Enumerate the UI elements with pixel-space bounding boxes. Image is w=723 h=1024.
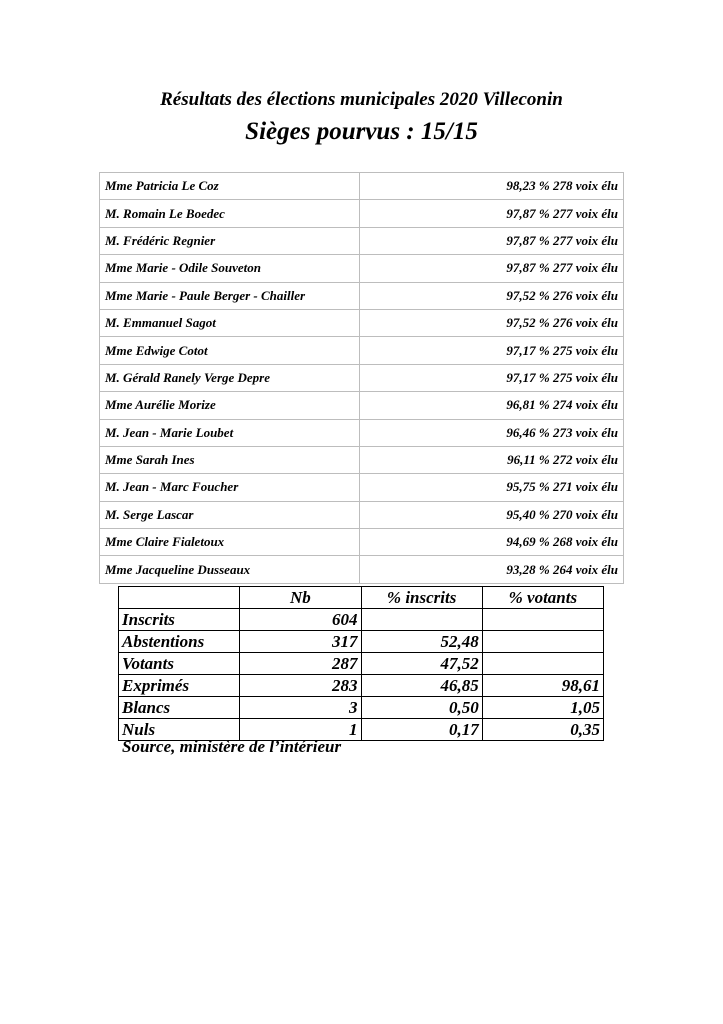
candidate-name: M. Frédéric Regnier <box>100 227 360 254</box>
candidate-name: Mme Claire Fialetoux <box>100 529 360 556</box>
table-row <box>100 364 624 391</box>
table-row <box>100 529 624 556</box>
stats-pct-inscrits: 52,48 <box>361 631 482 653</box>
table-row <box>119 675 604 697</box>
candidate-name: Mme Marie - Paule Berger - Chailler <box>100 282 360 309</box>
table-row <box>100 501 624 528</box>
table-row <box>100 337 624 364</box>
candidate-name: Mme Edwige Cotot <box>100 337 360 364</box>
candidates-table <box>99 172 624 584</box>
candidate-name: M. Gérald Ranely Verge Depre <box>100 364 360 391</box>
candidate-name: Mme Marie - Odile Souveton <box>100 255 360 282</box>
stats-nb: 604 <box>240 609 361 631</box>
table-row <box>119 609 604 631</box>
table-row <box>100 392 624 419</box>
table-row <box>100 419 624 446</box>
stats-header-cell: Nb <box>240 587 361 609</box>
stats-label: Votants <box>119 653 240 675</box>
stats-nb: 3 <box>240 697 361 719</box>
stats-table <box>118 586 604 741</box>
table-row <box>119 653 604 675</box>
candidate-result: 97,87 % 277 voix élu <box>360 227 624 254</box>
candidate-result: 97,87 % 277 voix élu <box>360 255 624 282</box>
stats-header-row <box>119 587 604 609</box>
stats-pct-votants <box>482 653 603 675</box>
candidate-name: M. Jean - Marie Loubet <box>100 419 360 446</box>
stats-pct-votants: 98,61 <box>482 675 603 697</box>
candidate-name: Mme Jacqueline Dusseaux <box>100 556 360 583</box>
stats-label: Nuls <box>119 719 240 741</box>
stats-pct-votants <box>482 631 603 653</box>
table-row <box>119 697 604 719</box>
candidate-name: Mme Sarah Ines <box>100 446 360 473</box>
table-row <box>100 200 624 227</box>
stats-header-cell: % votants <box>482 587 603 609</box>
candidate-result: 95,40 % 270 voix élu <box>360 501 624 528</box>
candidate-result: 93,28 % 264 voix élu <box>360 556 624 583</box>
table-row <box>100 446 624 473</box>
candidate-name: M. Romain Le Boedec <box>100 200 360 227</box>
table-row <box>100 173 624 200</box>
stats-pct-votants: 1,05 <box>482 697 603 719</box>
candidate-name: M. Emmanuel Sagot <box>100 309 360 336</box>
stats-pct-inscrits: 0,50 <box>361 697 482 719</box>
stats-label: Abstentions <box>119 631 240 653</box>
candidate-name: Mme Aurélie Morize <box>100 392 360 419</box>
candidate-result: 97,17 % 275 voix élu <box>360 364 624 391</box>
stats-pct-votants <box>482 609 603 631</box>
table-row <box>100 255 624 282</box>
stats-label: Blancs <box>119 697 240 719</box>
stats-nb: 287 <box>240 653 361 675</box>
stats-pct-inscrits <box>361 609 482 631</box>
source-note: Source, ministère de l’intérieur <box>122 737 342 756</box>
candidate-result: 96,81 % 274 voix élu <box>360 392 624 419</box>
page-title: Résultats des élections municipales 2020 Villeconin <box>160 89 563 110</box>
candidate-result: 96,11 % 272 voix élu <box>360 446 624 473</box>
candidate-result: 97,87 % 277 voix élu <box>360 200 624 227</box>
stats-pct-inscrits: 47,52 <box>361 653 482 675</box>
table-row <box>100 474 624 501</box>
table-row <box>100 282 624 309</box>
table-row <box>119 631 604 653</box>
stats-label: Exprimés <box>119 675 240 697</box>
stats-label: Inscrits <box>119 609 240 631</box>
stats-nb: 283 <box>240 675 361 697</box>
table-row <box>100 309 624 336</box>
candidate-name: M. Serge Lascar <box>100 501 360 528</box>
candidate-result: 96,46 % 273 voix élu <box>360 419 624 446</box>
candidate-result: 98,23 % 278 voix élu <box>360 173 624 200</box>
stats-pct-inscrits: 46,85 <box>361 675 482 697</box>
candidate-result: 94,69 % 268 voix élu <box>360 529 624 556</box>
table-row <box>100 556 624 583</box>
page-subtitle: Sièges pourvus : 15/15 <box>245 118 478 145</box>
candidate-result: 97,52 % 276 voix élu <box>360 282 624 309</box>
candidate-result: 97,52 % 276 voix élu <box>360 309 624 336</box>
stats-nb: 317 <box>240 631 361 653</box>
candidate-result: 95,75 % 271 voix élu <box>360 474 624 501</box>
stats-pct-inscrits: 0,17 <box>361 719 482 741</box>
stats-header-cell <box>119 587 240 609</box>
candidate-name: M. Jean - Marc Foucher <box>100 474 360 501</box>
stats-nb: 1 <box>240 719 361 741</box>
stats-pct-votants: 0,35 <box>482 719 603 741</box>
candidate-name: Mme Patricia Le Coz <box>100 173 360 200</box>
stats-header-cell: % inscrits <box>361 587 482 609</box>
candidate-result: 97,17 % 275 voix élu <box>360 337 624 364</box>
table-row <box>100 227 624 254</box>
